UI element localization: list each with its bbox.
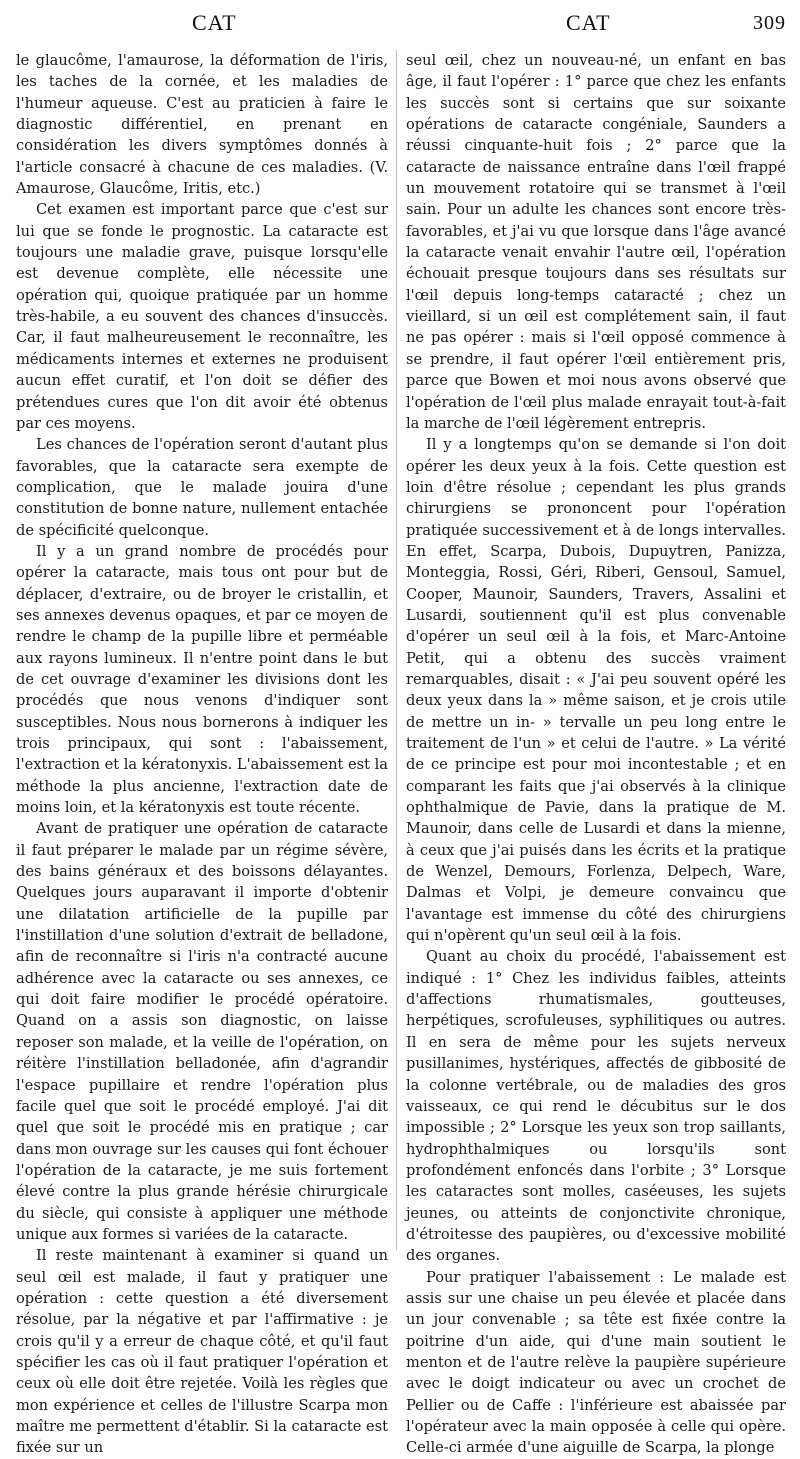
paragraph: Il y a un grand nombre de procédés pour opérer la cataracte, mais tous ont pour but de déplacer, d'extraire, ou de broyer le cristallin, et ses annexes devenus opaques, et par ce moyen de rendre le champ de la pupille libre et perméable aux rayons lumineux. Il n'entre point dans le but de cet ouvrage d'examiner les divisions dont les procédés que nous venons d'indiquer sont susceptibles. Nous nous bornerons à indiquer les trois principaux, qui sont : l'abaissement, l'extraction et la kératonyxis. L'abaissement est la méthode la plus ancienne, l'extraction date de moins loin, et la kératonyxis est toute récente. <box>16 542 388 817</box>
column-divider <box>396 50 397 1250</box>
paragraph: Il y a longtemps qu'on se demande si l'on doit opérer les deux yeux à la fois. Cette question est loin d'être résolue ; cependant les plus grands chirurgiens se prononcent pour l'opération pratiquée successivement et à de longs intervalles. En effet, Scarpa, Dubois, Dupuytren, Panizza, Monteggia, Rossi, Géri, Riberi, Gensoul, Samuel, Cooper, Maunoir, Saunders, Travers, Assalini et Lusardi, soutiennent qu'il est plus convenable d'opérer un seul œil à la fois, et Marc-Antoine Petit, qui a obtenu des succès vraiment remarquables, disait : « J'ai peu souvent opéré les deux yeux dans la » même saison, et je crois utile de mettre un in- » tervalle un peu long entre le traitement de l'un » et celui de l'autre. » La vérité de ce principe est pour moi incontestable ; et en comparant les faits que j'ai observés à la clinique ophthalmique de Pavie, dans la pratique de M. Maunoir, dans celle de Lusardi et dans la mienne, à ceux que j'ai puisés dans les écrits et la pratique de Wenzel, Demours, Forlenza, Delpech, Ware, Dalmas et Volpi, je demeure convaincu que l'avantage est immense du côté des chirurgiens qui n'opèrent qu'un seul œil à la fois. <box>406 436 786 945</box>
running-head-right: CAT <box>566 10 611 35</box>
running-head-left: CAT <box>192 10 237 35</box>
paragraph: Les chances de l'opération seront d'autant plus favorables, que la cataracte sera exempte de complication, que le malade jouira d'une constitution de bonne nature, nullement entachée de spécificité quelconque. <box>16 436 388 539</box>
paragraph: seul œil, chez un nouveau-né, un enfant en bas âge, il faut l'opérer : 1° parce que chez les enfants les succès sont si certains que sur soixante opérations de cataracte congéniale, Saunders a réussi cinquante-huit fois ; 2° parce que la cataracte de naissance entraîne dans l'œil frappé un mouvement rotatoire qui se transmet à l'œil sain. Pour un adulte les chances sont encore très-favorables, et j'ai vu que lorsque dans l'âge avancé la cataracte venait envahir l'autre œil, l'opération échouait presque toujours dans ses résultats sur l'œil depuis long-temps cataracté ; chez un vieillard, si un œil est complétement sain, il faut ne pas opérer : mais si l'œil opposé commence à se prendre, il faut opérer l'œil entièrement pris, parce que Bowen et moi nous avons observé que l'opération de l'œil plus malade enrayait tout-à-fait la marche de l'œil légèrement entrepris. <box>406 52 786 432</box>
paragraph: Quant au choix du procédé, l'abaissement est indiqué : 1° Chez les individus faibles, atteints d'affections rhumatismales, goutteuses, herpétiques, scrofuleuses, syphilitiques ou autres. Il en sera de même pour les sujets nerveux pusillanimes, hystériques, affectés de gibbosité de la colonne vertébrale, ou de maladies des gros vaisseaux, ce qui rend le décubitus sur le dos impossible ; 2° Lorsque les yeux son trop saillants, hydrophthalmiques ou lorsqu'ils sont profondément enfoncés dans l'orbite ; 3° Lorsque les cataractes sont molles, caséeuses, les sujets jeunes, ou atteints de conjonctivite chronique, d'étroitesse des paupières, ou d'excessive mobilité des organes. <box>406 948 786 1265</box>
left-column <box>16 50 388 1457</box>
paragraph: Cet examen est important parce que c'est sur lui que se fonde le prognostic. La cataracte est toujours une maladie grave, puisque lorsqu'elle est devenue complète, elle nécessite une opération qui, quoique pratiquée par un homme très-habile, a eu souvent des chances d'insuccès. Car, il faut malheureusement le reconnaître, les médicaments internes et externes ne produisent aucun effet curatif, et l'on doit se défier des prétendues cures que l'on dit avoir été obtenus par ces moyens. <box>16 201 388 432</box>
page-number: 309 <box>753 12 786 34</box>
paragraph: Il reste maintenant à examiner si quand un seul œil est malade, il faut y pratiquer une opération : cette question a été diversement résolue, par la négative et par l'affirmative : je crois qu'il y a erreur de chaque côté, et qu'il faut spécifier les cas où il faut pratiquer l'opération et ceux où elle doit être rejetée. Voilà les règles que mon expérience et celles de l'illustre Scarpa mon maître me permettent d'établir. Si la cataracte est fixée sur un <box>16 1247 388 1457</box>
paragraph: Avant de pratiquer une opération de cataracte il faut préparer le malade par un régime sévère, des bains généraux et des boissons délayantes. Quelques jours auparavant il importe d'obtenir une dilatation artificielle de la pupille par l'instillation d'une solution d'extrait de belladone, afin de reconnaître si l'iris n'a contracté aucune adhérence avec la cataracte ou ses annexes, ce qui doit faire modifier le procédé opératoire. Quand on a assis son diagnostic, on laisse reposer son malade, et la veille de l'opération, on réitère l'instillation belladonée, afin d'agrandir l'espace pupillaire et rendre l'opération plus facile quel que soit le procédé employé. J'ai dit quel que soit le procédé mis en pratique ; car dans mon ouvrage sur les causes qui font échouer l'opération de la cataracte, je me suis fortement élevé contre la plus grande hérésie chirurgicale du siècle, qui consiste à appliquer une méthode unique aux formes si variées de la cataracte. <box>16 820 388 1243</box>
right-column <box>406 50 786 1457</box>
paragraph: le glaucôme, l'amaurose, la déformation de l'iris, les taches de la cornée, et les maladies de l'humeur aqueuse. C'est au praticien à faire le diagnostic différentiel, en prenant en considération les divers symptômes donnés à l'article consacré à chacune de ces maladies. (V. Amaurose, Glaucôme, Iritis, etc.) <box>16 52 388 198</box>
running-header <box>0 10 800 42</box>
paragraph: Pour pratiquer l'abaissement : Le malade est assis sur une chaise un peu élevée et placée dans un jour convenable ; sa tête est fixée contre la poitrine d'un aide, qui d'une main soutient le menton et de l'autre relève la paupière supérieure avec le doigt indicateur ou avec un crochet de Pellier ou de Caffe : l'inférieure est abaissée par l'opérateur avec la main opposée à celle qui opère. Celle-ci armée d'une aiguille de Scarpa, la plonge <box>406 1268 786 1457</box>
